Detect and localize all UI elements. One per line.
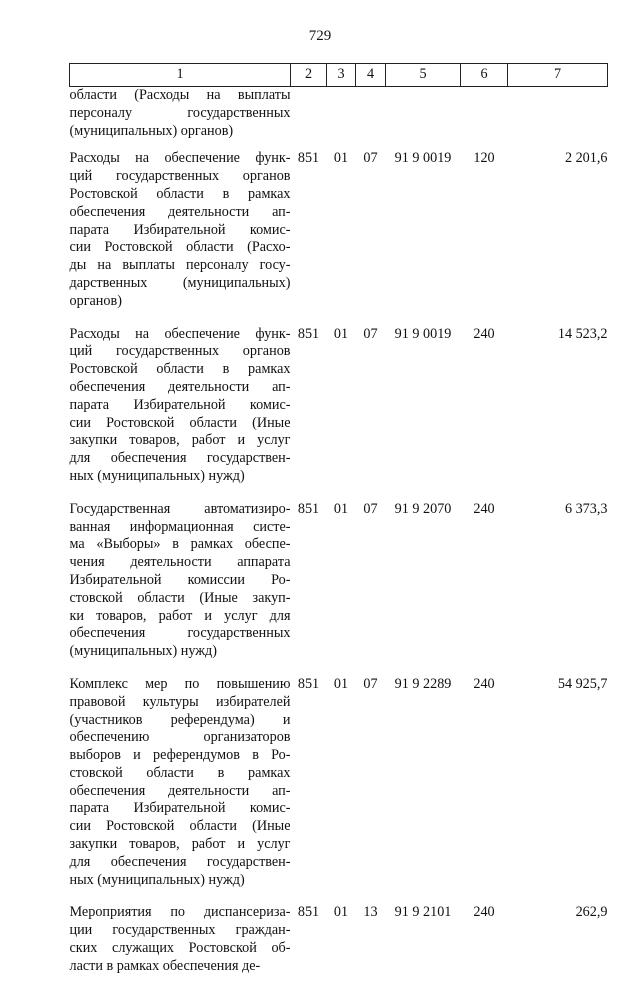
- description-line: выборов и референдумов в Ро-: [69, 747, 291, 764]
- table-row: [70, 326, 608, 501]
- code-section: 01: [333, 675, 349, 692]
- description-line: Расходы на обеспечение функ-: [69, 325, 291, 342]
- code-admin: 851: [297, 150, 320, 167]
- code-admin: 851: [297, 904, 320, 921]
- table-header-row: [70, 64, 608, 87]
- description-line: закупки товаров, работ и услуг: [69, 432, 291, 449]
- description-line: обеспечению организаторов: [69, 729, 291, 746]
- amount: 2 201,6: [564, 150, 608, 167]
- code-admin: 851: [297, 675, 320, 692]
- code-expense-type: 240: [473, 500, 495, 517]
- code-expense-type: 240: [473, 904, 495, 921]
- description-line: персоналу государственных: [69, 104, 291, 121]
- description-line: органов): [69, 292, 122, 309]
- description-line: (муниципальных) органов): [69, 122, 234, 139]
- code-expense-type: 240: [473, 675, 495, 692]
- description-line: ций государственных органов: [69, 168, 291, 185]
- description-line: для обеспечения государствен-: [69, 450, 291, 467]
- description-line: для обеспечения государствен-: [69, 853, 291, 870]
- code-subsection: 07: [363, 675, 378, 692]
- description-line: обеспечения деятельности ап-: [69, 203, 291, 220]
- description-line: Ростовской области в рамках: [69, 361, 291, 378]
- code-section: 01: [333, 150, 349, 167]
- description-line: Ростовской области в рамках: [69, 185, 291, 202]
- description-line: ма «Выборы» в рамках обеспе-: [69, 536, 291, 553]
- description-line: сии Ростовской области (Иные: [69, 414, 291, 431]
- description-line: ции государственных граждан-: [69, 922, 291, 939]
- budget-table: [69, 63, 608, 991]
- description-line: парата Избирательной комис-: [69, 221, 291, 238]
- code-subsection: 07: [363, 325, 378, 342]
- row-description: [70, 87, 291, 151]
- code-subsection: 07: [363, 500, 378, 517]
- code-subsection: 07: [363, 150, 378, 167]
- col-header: 2: [291, 64, 327, 87]
- col-header: 4: [356, 64, 386, 87]
- row-description: [70, 150, 291, 325]
- code-expense-type: 120: [473, 150, 495, 167]
- description-line: Государственная автоматизиро-: [69, 500, 291, 517]
- description-line: сии Ростовской области (Расхо-: [69, 239, 291, 256]
- code-target: 91 9 2070: [394, 500, 452, 517]
- row-description: [70, 326, 291, 501]
- code-admin: 851: [297, 500, 320, 517]
- description-line: ций государственных органов: [69, 343, 291, 360]
- code-section: 01: [333, 500, 349, 517]
- col-header: 5: [386, 64, 461, 87]
- code-section: 01: [333, 904, 349, 921]
- code-section: 01: [333, 325, 349, 342]
- amount: 14 523,2: [557, 325, 608, 342]
- description-line: обеспечения деятельности ап-: [69, 378, 291, 395]
- description-line: обеспечения деятельности ап-: [69, 782, 291, 799]
- description-line: парата Избирательной комис-: [69, 396, 291, 413]
- description-line: закупки товаров, работ и услуг: [69, 836, 291, 853]
- table-row: [70, 676, 608, 905]
- code-target: 91 9 2289: [394, 675, 452, 692]
- description-line: сии Ростовской области (Иные: [69, 818, 291, 835]
- description-line: дарственных (муниципальных): [69, 274, 291, 291]
- page-number: 729: [308, 28, 332, 44]
- description-line: ванная информационная систе-: [69, 518, 291, 535]
- description-line: ды на выплаты персоналу госу-: [69, 257, 291, 274]
- row-description: [70, 904, 291, 990]
- description-line: Комплекс мер по повышению: [69, 675, 291, 692]
- code-admin: 851: [297, 325, 320, 342]
- code-target: 91 9 0019: [394, 150, 452, 167]
- table-row-continuation: [70, 87, 608, 151]
- row-description: [70, 501, 291, 676]
- table-row: [70, 904, 608, 990]
- code-target: 91 9 0019: [394, 325, 452, 342]
- amount: 262,9: [575, 904, 608, 921]
- description-line: области (Расходы на выплаты: [69, 87, 291, 103]
- description-line: ки товаров, работ и услуг для: [69, 607, 291, 624]
- description-line: ных (муниципальных) нужд): [69, 467, 245, 484]
- table-row: [70, 150, 608, 325]
- description-line: Мероприятия по диспансериза-: [69, 904, 291, 921]
- description-line: (участников референдума) и: [69, 711, 291, 728]
- description-line: Расходы на обеспечение функ-: [69, 150, 291, 167]
- description-line: правовой культуры избирателей: [69, 693, 291, 710]
- col-header: 1: [70, 64, 291, 87]
- description-line: ных (муниципальных) нужд): [69, 871, 245, 888]
- col-header: 6: [461, 64, 508, 87]
- code-expense-type: 240: [473, 325, 495, 342]
- col-header: 7: [508, 64, 608, 87]
- table-row: [70, 501, 608, 676]
- description-line: ских служащих Ростовской об-: [69, 940, 291, 957]
- amount: 54 925,7: [557, 675, 608, 692]
- row-description: [70, 676, 291, 905]
- code-target: 91 9 2101: [394, 904, 452, 921]
- description-line: (муниципальных) нужд): [69, 643, 217, 660]
- description-line: обеспечения государственных: [69, 625, 291, 642]
- description-line: чения деятельности аппарата: [69, 554, 291, 571]
- description-line: стовской области (Иные закуп-: [69, 589, 291, 606]
- description-line: стовской области в рамках: [69, 764, 291, 781]
- description-line: парата Избирательной комис-: [69, 800, 291, 817]
- amount: 6 373,3: [564, 500, 608, 517]
- description-line: Избирательной комиссии Ро-: [69, 571, 291, 588]
- code-subsection: 13: [363, 904, 378, 921]
- description-line: ласти в рамках обеспечения де-: [69, 957, 261, 974]
- col-header: 3: [327, 64, 356, 87]
